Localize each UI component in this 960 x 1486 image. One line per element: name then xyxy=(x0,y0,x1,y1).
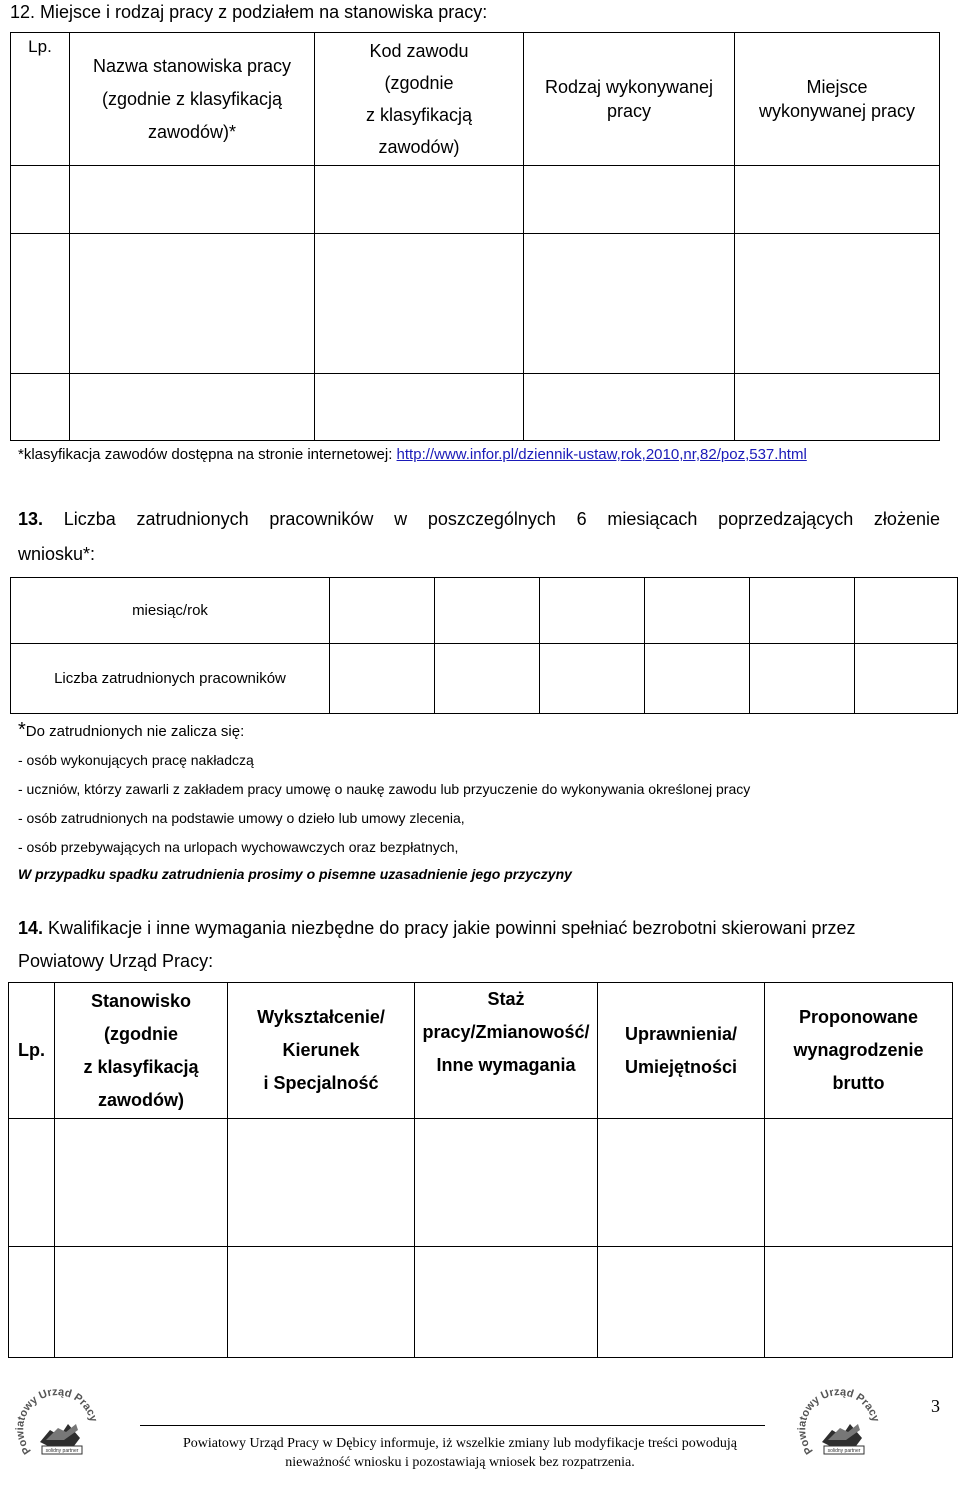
cell[interactable] xyxy=(315,374,524,441)
cell[interactable] xyxy=(11,166,70,234)
header-line: (zgodnie xyxy=(104,1023,178,1044)
header-line: brutto xyxy=(832,1073,885,1093)
header-position-name xyxy=(70,33,315,166)
cell[interactable] xyxy=(9,1119,55,1247)
header-line: Kod zawodu xyxy=(369,41,469,61)
table-row xyxy=(11,166,940,234)
header-lp: Lp. xyxy=(9,983,55,1119)
header-education xyxy=(228,983,415,1119)
cell[interactable] xyxy=(524,234,735,374)
cell[interactable] xyxy=(9,1247,55,1358)
cell[interactable] xyxy=(70,166,315,234)
header-occupation-code xyxy=(315,33,524,166)
page-number: 3 xyxy=(931,1396,940,1416)
header-line: Proponowane xyxy=(798,1007,918,1027)
cell[interactable] xyxy=(750,644,855,714)
header-line: Uprawnienia/ xyxy=(624,1023,738,1044)
footnote-text: *klasyfikacja zawodów dostępna na stronie internetowej: xyxy=(18,446,397,463)
notes-item: - osób przebywających na urlopach wychowawczych oraz bezpłatnych, xyxy=(18,839,459,855)
cell[interactable] xyxy=(55,1119,228,1247)
asterisk: * xyxy=(18,719,26,741)
cell[interactable] xyxy=(228,1247,415,1358)
cell[interactable] xyxy=(55,1247,228,1358)
cell[interactable] xyxy=(598,1119,765,1247)
table-row xyxy=(11,644,958,714)
header-experience xyxy=(415,983,598,1119)
header-line: wykonywanej pracy xyxy=(758,101,916,121)
cell[interactable] xyxy=(540,578,645,644)
header-position xyxy=(55,983,228,1119)
cell[interactable] xyxy=(855,578,958,644)
row-label-employees: Liczba zatrudnionych pracowników xyxy=(11,644,330,714)
section-14-title-cont: Powiatowy Urząd Pracy: xyxy=(18,951,214,971)
table-row xyxy=(11,578,958,644)
notes-intro-text: Do zatrudnionych nie zalicza się: xyxy=(25,723,245,740)
cell[interactable] xyxy=(70,374,315,441)
section-13-notes xyxy=(18,716,750,889)
header-line: zawodów)* xyxy=(147,121,237,142)
footer-rule xyxy=(140,1425,765,1426)
section-12-footnote xyxy=(18,446,807,463)
seal-ring-text: Powiatowy Urząd Pracy xyxy=(796,1386,882,1457)
cell[interactable] xyxy=(11,374,70,441)
cell[interactable] xyxy=(765,1119,953,1247)
footer-notice xyxy=(110,1434,810,1472)
header-line: Miejsce xyxy=(806,77,868,97)
header-salary xyxy=(765,983,953,1119)
notes-item: - uczniów, którzy zawarli z zakładem pracy umowę o naukę zawodu lub przyuczenie do wykonywania określonej pracy xyxy=(18,781,751,797)
header-work-type xyxy=(524,33,735,166)
section-12-title: 12. Miejsce i rodzaj pracy z podziałem na stanowiska pracy: xyxy=(10,2,488,22)
cell[interactable] xyxy=(415,1119,598,1247)
table-row xyxy=(11,234,940,374)
header-work-place xyxy=(735,33,940,166)
cell[interactable] xyxy=(330,644,435,714)
header-line: zawodów) xyxy=(98,1089,184,1110)
section-13-number: 13. xyxy=(18,509,44,529)
header-line: Kierunek xyxy=(282,1040,360,1060)
cell[interactable] xyxy=(435,644,540,714)
header-line: Nazwa stanowiska pracy xyxy=(92,55,292,76)
header-line: i Specjalność xyxy=(263,1073,379,1093)
cell[interactable] xyxy=(524,374,735,441)
section-13-title-cont: wniosku*: xyxy=(18,544,96,564)
header-line: z klasyfikacją xyxy=(365,105,473,125)
workplace-table xyxy=(10,32,940,441)
header-skills xyxy=(598,983,765,1119)
header-line: pracy xyxy=(606,101,651,121)
row-label-month: miesiąc/rok xyxy=(11,578,330,644)
seal-ring-text: Powiatowy Urząd Pracy xyxy=(14,1386,100,1457)
section-14-title-text: Kwalifikacje i inne wymagania niezbędne do pracy jakie powinni spełniać bezrobotni skierowani przez xyxy=(48,918,856,938)
notes-item: - osób wykonujących pracę nakładczą xyxy=(18,752,254,768)
cell[interactable] xyxy=(735,166,940,234)
header-line: Inne wymagania xyxy=(436,1055,576,1075)
header-line: Staż xyxy=(487,989,525,1009)
section-13-title-text: Liczba zatrudnionych pracowników w poszczególnych 6 miesiącach poprzedzających złożenie xyxy=(63,509,940,529)
table-row xyxy=(11,374,940,441)
seal-partner-text: solidny partner xyxy=(827,1448,861,1454)
cell[interactable] xyxy=(855,644,958,714)
table-row xyxy=(9,1119,953,1247)
header-line: Stanowisko xyxy=(90,990,192,1011)
cell[interactable] xyxy=(315,234,524,374)
header-line: pracy/Zmianowość/ xyxy=(422,1022,590,1042)
classification-link[interactable]: http://www.infor.pl/dziennik-ustaw,rok,2010,nr,82/poz,537.html xyxy=(396,446,807,463)
header-line: (zgodnie xyxy=(384,73,454,93)
header-lp-label: Lp. xyxy=(28,37,52,56)
footer-line: Powiatowy Urząd Pracy w Dębicy informuje, iż wszelkie zmiany lub modyfikacje treści powodują xyxy=(182,1436,737,1451)
cell[interactable] xyxy=(645,578,750,644)
seal-partner-text: solidny partner xyxy=(45,1448,79,1454)
header-line: zawodów) xyxy=(378,137,460,157)
cell[interactable] xyxy=(415,1247,598,1358)
cell[interactable] xyxy=(750,578,855,644)
section-14-number: 14. xyxy=(18,918,44,938)
cell[interactable] xyxy=(598,1247,765,1358)
cell[interactable] xyxy=(435,578,540,644)
header-line: z klasyfikacją xyxy=(83,1056,199,1077)
qualifications-table xyxy=(8,982,953,1358)
cell[interactable] xyxy=(765,1247,953,1358)
header-line: Rodzaj wykonywanej xyxy=(544,77,714,97)
cell[interactable] xyxy=(330,578,435,644)
office-seal-logo-left xyxy=(10,1380,110,1480)
section-13-title xyxy=(18,509,940,530)
cell[interactable] xyxy=(735,374,940,441)
table-row xyxy=(9,1247,953,1358)
cell[interactable] xyxy=(735,234,940,374)
notes-emphasis: W przypadku spadku zatrudnienia prosimy o pisemne uzasadnienie jego przyczyny xyxy=(18,866,572,882)
cell[interactable] xyxy=(540,644,645,714)
cell[interactable] xyxy=(645,644,750,714)
cell[interactable] xyxy=(11,234,70,374)
office-seal-logo-right xyxy=(792,1380,892,1480)
cell[interactable] xyxy=(70,234,315,374)
notes-intro xyxy=(18,716,750,746)
notes-item: - osób zatrudnionych na podstawie umowy o dzieło lub umowy zlecenia, xyxy=(18,810,465,826)
header-line: Wykształcenie/ xyxy=(257,1007,385,1027)
header-line: Umiejętności xyxy=(624,1056,738,1077)
employment-table xyxy=(10,577,958,714)
header-lp xyxy=(11,33,70,166)
header-line: (zgodnie z klasyfikacją xyxy=(101,88,283,109)
cell[interactable] xyxy=(524,166,735,234)
header-line: wynagrodzenie xyxy=(793,1040,924,1060)
section-14-title xyxy=(18,918,856,939)
cell[interactable] xyxy=(315,166,524,234)
cell[interactable] xyxy=(228,1119,415,1247)
footer-line: nieważność wniosku i pozostawiają wniosek bez rozpatrzenia. xyxy=(285,1455,635,1470)
